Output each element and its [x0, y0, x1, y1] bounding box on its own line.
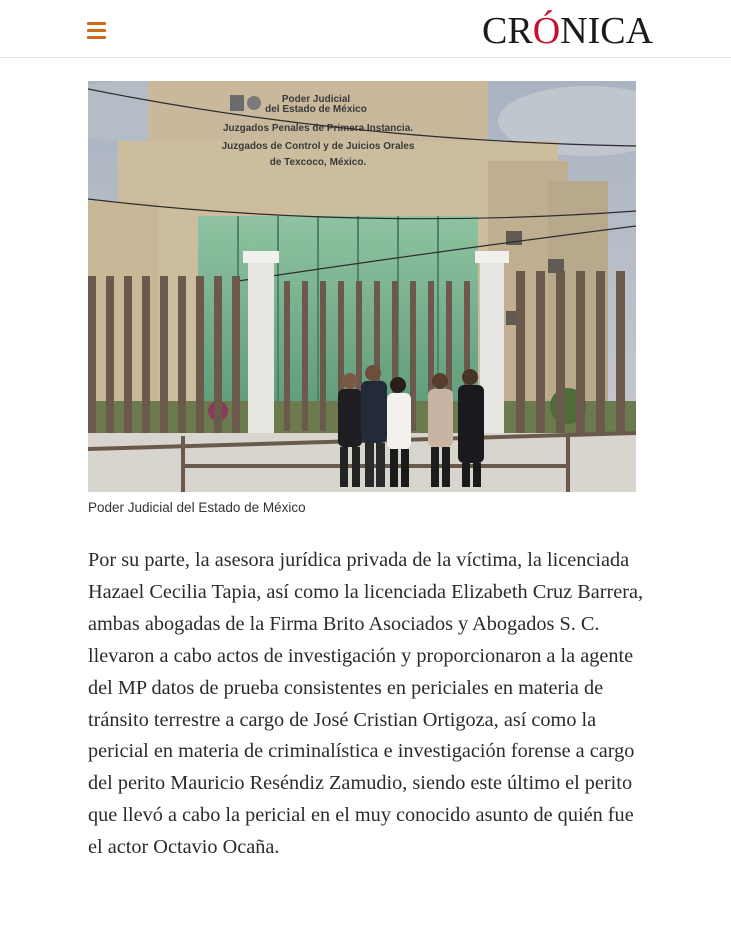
photo-caption: Poder Judicial del Estado de México — [88, 500, 306, 515]
article-paragraph: Por su parte, la asesora jurídica privada de la víctima, la licenciada Hazael Cecilia Tapia, así como la licenciada Elizabeth Cruz Barrera, ambas abogadas de la Firma Brito Asociados y Abogados S. C. llevaron a cabo actos de investigación y proporcionaron a la agente del MP datos de prueba consistentes en periciales en materia de tránsito terrestre a cargo de José Cristian Ortigoza, así como la pericial en materia de criminalística e investigación forense a cargo del perito Mauricio Reséndiz Zamudio, siendo este último el perito que llevó a cabo la pericial en el muy conocido asunto de quién fue el actor Octavio Ocaña. — [88, 549, 644, 859]
logo-accent-letter: Ó — [532, 10, 561, 52]
sign-line-5: de Texcoco, México. — [269, 157, 367, 168]
sign-line-2: del Estado de México — [265, 104, 367, 115]
site-logo[interactable] — [482, 8, 653, 54]
top-bar — [0, 0, 731, 58]
article-photo — [88, 81, 636, 492]
sign-line-4: Juzgados de Control y de Juicios Orales — [221, 141, 415, 152]
logo-text-start: CR — [482, 10, 533, 52]
sign-line-1: Poder Judicial — [281, 94, 351, 105]
sign-line-3: Juzgados Penales de Primera Instancia. — [222, 123, 414, 134]
logo-text-end: NICA — [560, 10, 654, 52]
hamburger-menu-icon[interactable] — [85, 19, 109, 41]
